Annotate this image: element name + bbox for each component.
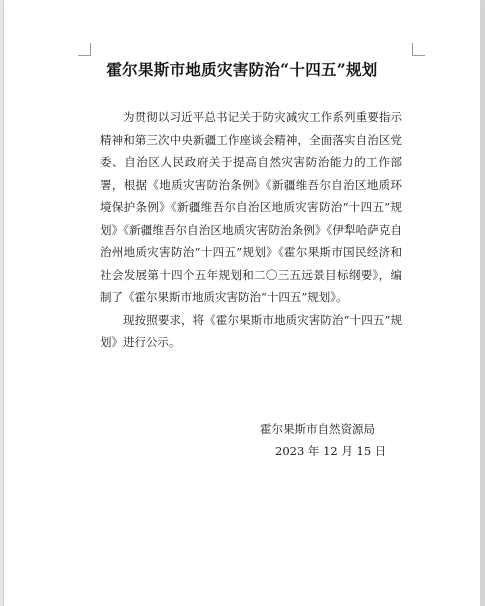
document-title: 霍尔果斯市地质灾害防治“十四五”规划 [106,60,378,79]
vertical-scrollbar[interactable] [481,0,485,606]
signature-date: 2023 年 12 月 15 日 [275,444,387,458]
paragraph-notice: 现按照要求，将《霍尔果斯市地质灾害防治“十四五”规划》进行公示。 [100,312,402,349]
document-body [100,106,402,354]
crop-mark-top-right [412,43,425,56]
document-page [4,0,480,606]
signature-organization: 霍尔果斯市自然资源局 [260,422,375,436]
crop-mark-top-left [78,43,91,56]
paragraph-intro: 为贯彻以习近平总书记关于防灾减灾工作系列重要指示精神和第三次中央新疆工作座谈会精神，全面落实自治区党委、自治区人民政府关于提高自然灾害防治能力的工作部署，根据《地质灾害防治条例》《新疆维吾尔自治区地质环境保护条例》《新疆维吾尔自治区地质灾害防治“十四五”规划》《新疆维吾尔自治区地质灾害防治条例》《伊犁哈萨克自治州地质灾害防治“十四五”规划》《霍尔果斯市国民经济和社会发展第十四个五年规划和二〇三五远景目标纲要》，编制了《霍尔果斯市地质灾害防治“十四五”规划》。 [100,110,402,304]
